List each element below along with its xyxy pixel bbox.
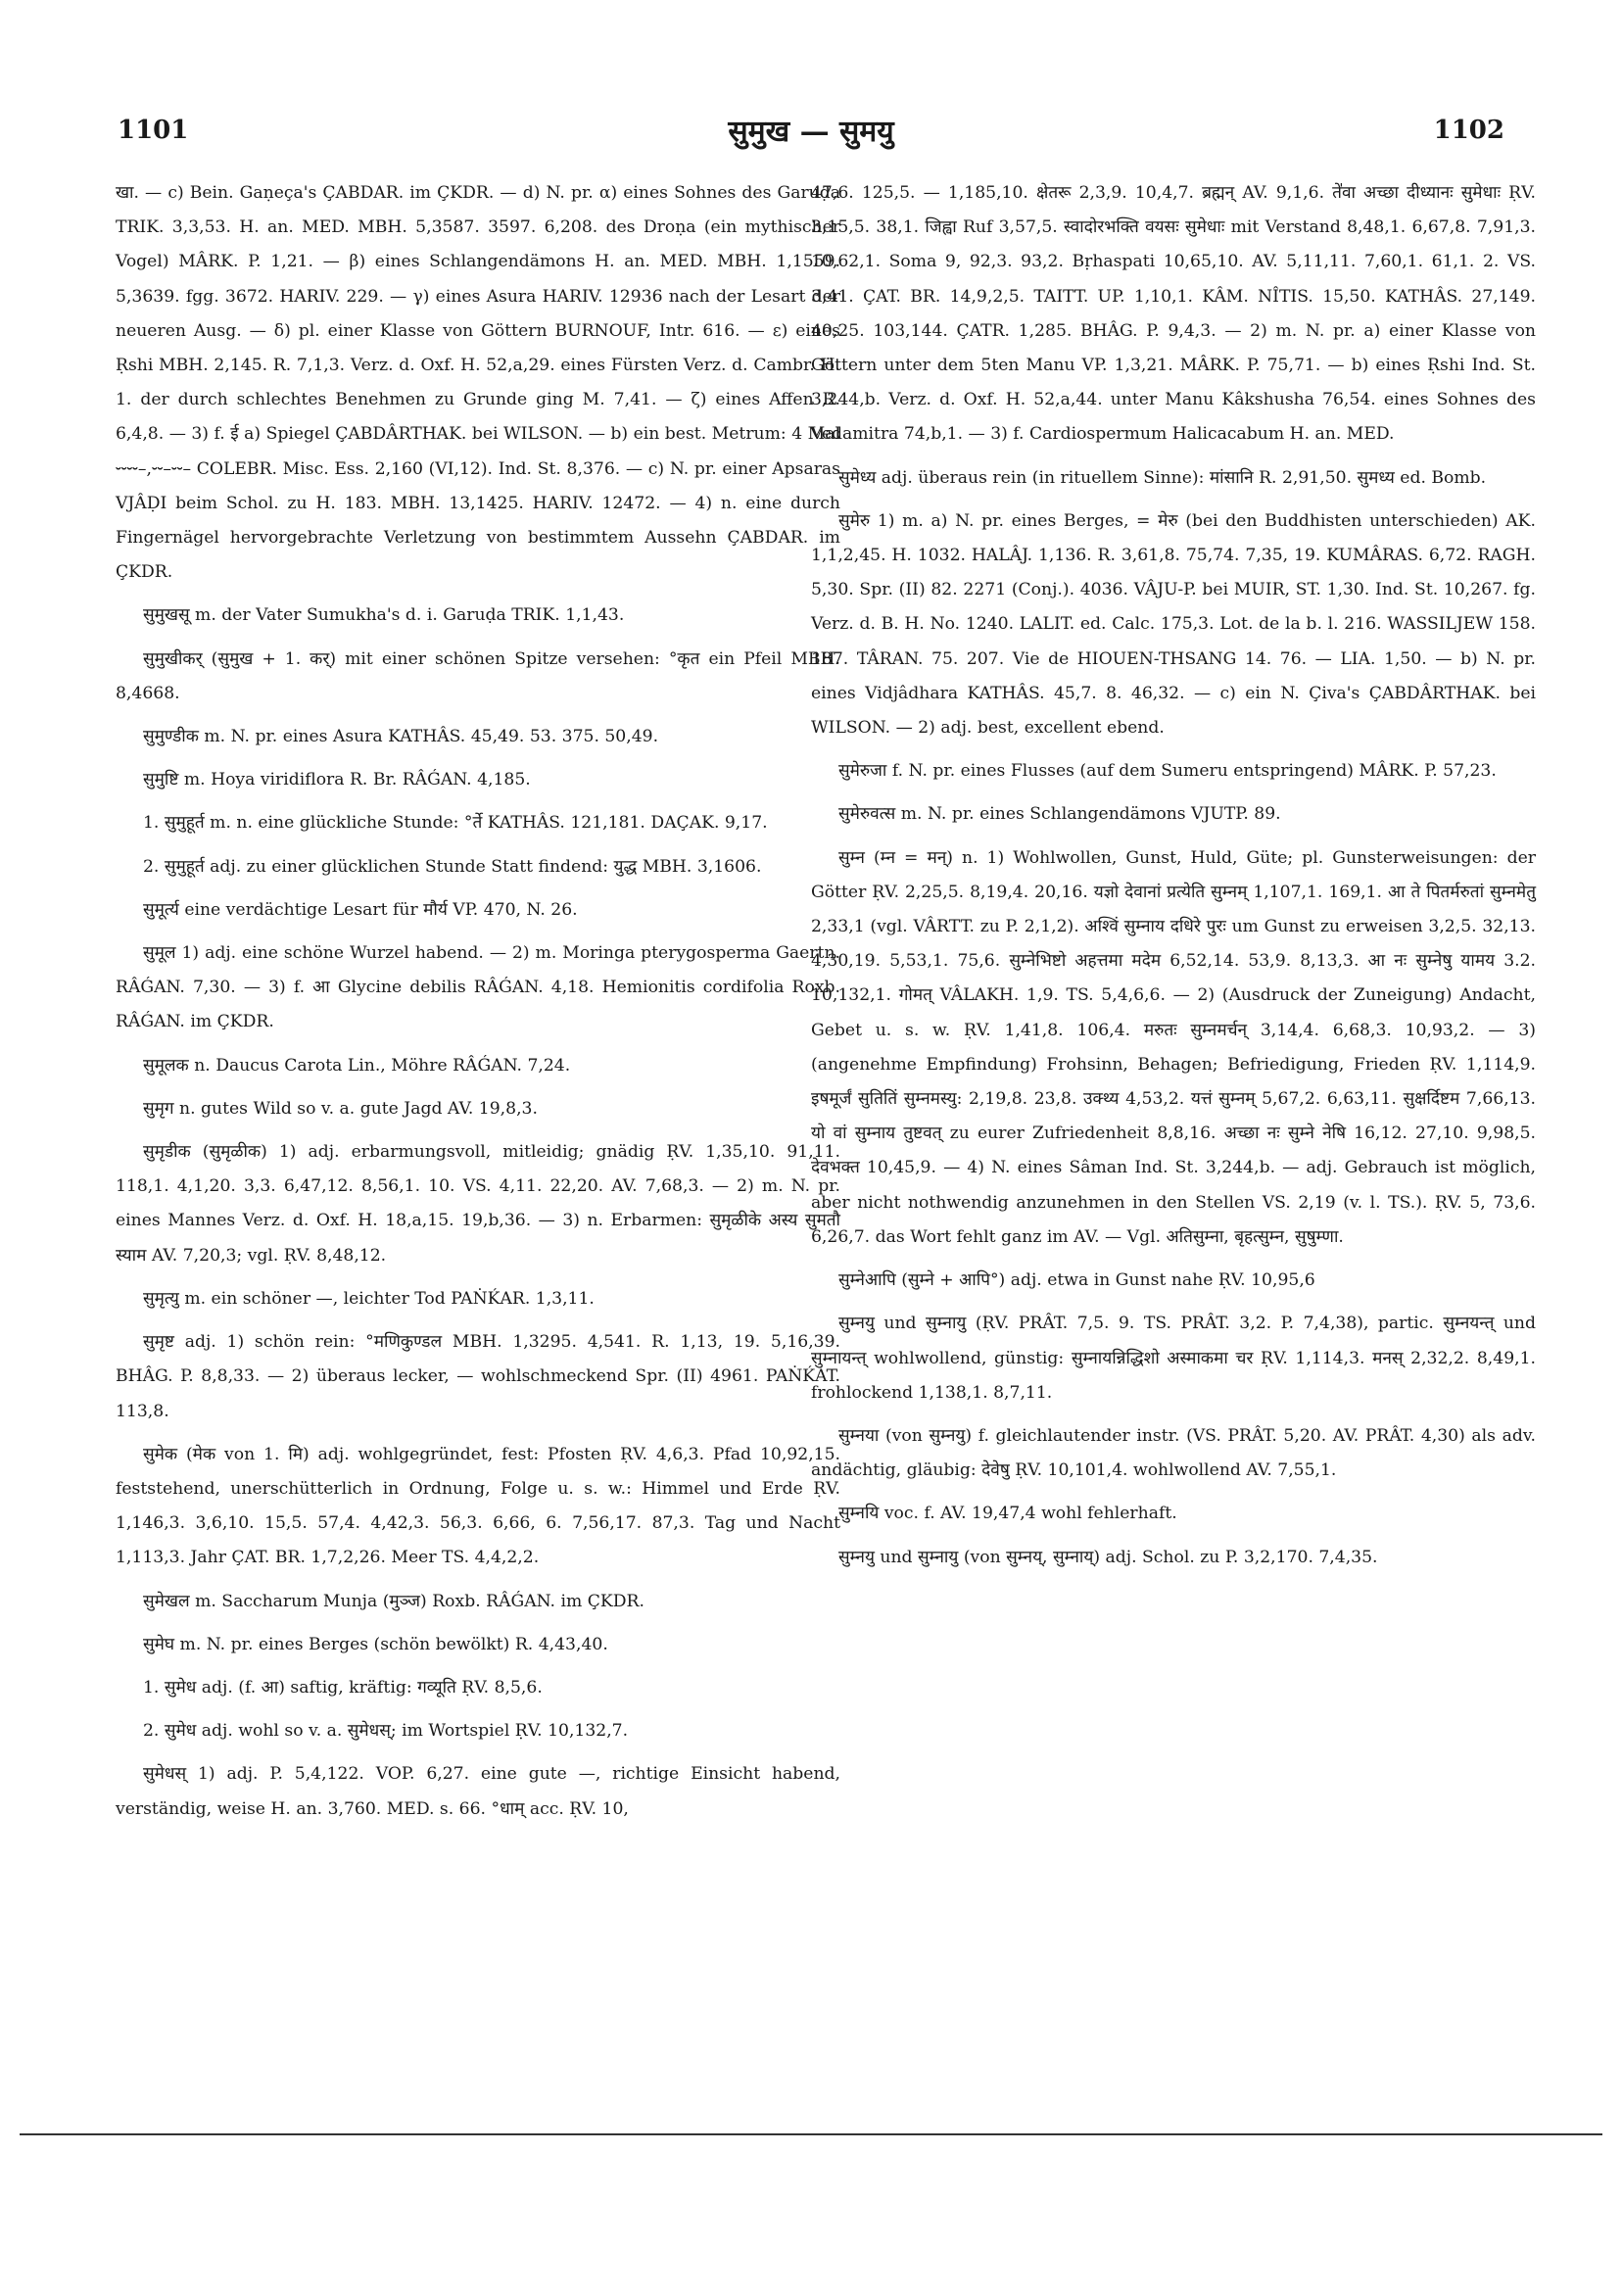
dictionary-entry: सुमुखीकर् (सुमुख + 1. कर्) mit einer schönen Spitze versehen: °कृत ein Pfeil MBH. 8,4668. <box>116 648 840 703</box>
dictionary-entry: सुम्नयि voc. f. AV. 19,47,4 wohl fehlerhaft. <box>838 1504 1177 1524</box>
dictionary-entry: सुमूर्त्य eine verdächtige Lesart für मौर्य VP. 470, N. 26. <box>143 899 578 920</box>
dictionary-entry: सुमुष्टि m. Hoya viridiflora R. Br. RÂǴAN. 4,185. <box>143 770 531 790</box>
dictionary-entry: 2. सुमुहूर्त adj. zu einer glücklichen Stunde Statt findend: युद्ध MBH. 3,1606. <box>143 856 762 877</box>
dictionary-entry: 47,6. 125,5. — 1,185,10. क्षेतरू 2,3,9. 10,4,7. ब्रह्मन् AV. 9,1,6. ते॑वा अच्छा दीध्यानः सुमेधाः ṚV. 3,15,5. 38,1. जिह्वा Ruf 3,57,5. स्वादोरभक्ति वयसः सुमेधाः mit Verstand 8,48,1. 6,67,8. 7,91,3. 10,62,1. Soma 9, 92,3. 93,2. Bṛhaspati 10,65,10. AV. 5,11,11. 7,60,1. 61,1. 2. VS. 3,41. ÇAT. BR. 14,9,2,5. TAITT. UP. 1,10,1. KÂM. NÎTIS. 15,50. KATHÂS. 27,149. 40,25. 103,144. ÇATR. 1,285. BHÂG. P. 9,4,3. — 2) m. N. pr. a) einer Klasse von Göttern unter dem 5ten Manu VP. 1,3,21. MÂRK. P. 75,71. — b) eines Ṛshi Ind. St. 3,244,b. Verz. d. Oxf. H. 52,a,44. unter Manu Kâkshusha 76,54. eines Sohnes des Vedamitra 74,b,1. — 3) f. Cardiospermum Halicacabum H. an. MED. <box>811 183 1536 445</box>
dictionary-entry: सुमुण्डीक m. N. pr. eines Asura KATHÂS. 45,49. 53. 375. 50,49. <box>143 727 659 747</box>
dictionary-entry: सुमेरुवत्स m. N. pr. eines Schlangendämons VJUTP. 89. <box>838 804 1281 825</box>
dictionary-entry: सुमेध्य adj. überaus rein (in rituellem Sinne): मांसानि R. 2,91,50. सुमध्य ed. Bomb. <box>838 467 1487 488</box>
dictionary-entry: सुम्नयु und सुम्नायु (ṚV. PRÂT. 7,5. 9. TS. PRÂT. 3,2. P. 7,4,38), partic. सुम्नयन्त् und सुम्नायन्त् wohlwollend, günstig: सुम्नायन्निद्धिशो अस्माकमा चर ṚV. 1,114,3. मनस् 2,32,2. 8,49,1. frohlockend 1,138,1. 8,7,11. <box>811 1314 1536 1403</box>
page-number-right: 1102 <box>1433 116 1504 145</box>
dictionary-entry: खा. — c) Bein. Gaṇeça's ÇABDAR. im ÇKDR. — d) N. pr. α) eines Sohnes des Garuḍa TRIK. 3,3,53. H. an. MED. MBH. 5,3587. 3597. 6,208. des Droṇa (ein mythischer Vogel) MÂRK. P. 1,21. — β) eines Schlangendämons H. an. MED. MBH. 1,1559. 5,3639. fgg. 3672. HARIV. 229. — γ) eines Asura HARIV. 12936 nach der Lesart der neueren Ausg. — δ) pl. einer Klasse von Göttern BURNOUF, Intr. 616. — ε) eines Ṛshi MBH. 2,145. R. 7,1,3. Verz. d. Oxf. H. 52,a,29. eines Fürsten Verz. d. Cambr. H. 1. der durch schlechtes Benehmen zu Grunde ging M. 7,41. — ζ) eines Affen R. 6,4,8. — 3) f. ई a) Spiegel ÇABDÂRTHAK. bei WILSON. — b) ein best. Metrum: 4 Mal ⏑⏑⏑⏑–,⏑⏑–⏑⏑– COLEBR. Misc. Ess. 2,160 (VI,12). Ind. St. 8,376. — c) N. pr. einer Apsaras VJÂḌI beim Schol. zu H. 183. MBH. 13,1425. HARIV. 12472. — 4) n. eine durch Fingernägel hervorgebrachte Verletzung von bestimmtem Aussehn ÇABDAR. im ÇKDR. <box>116 183 840 583</box>
dictionary-entry: सुमृत्यु m. ein schöner —, leichter Tod PAṄḰAR. 1,3,11. <box>143 1288 595 1309</box>
dictionary-entry: सुमेखल m. Saccharum Munja (मुञ्ज) Roxb. RÂǴAN. im ÇKDR. <box>143 1591 644 1611</box>
dictionary-entry: 1. सुमुहूर्त m. n. eine glückliche Stunde: °र्ते KATHÂS. 121,181. DAÇAK. 9,17. <box>143 813 768 834</box>
dictionary-entry: सुमृग n. gutes Wild so v. a. gute Jagd AV. 19,8,3. <box>143 1098 538 1119</box>
dictionary-entry: सुमेधस् 1) adj. P. 5,4,122. VOP. 6,27. eine gute —, richtige Einsicht habend, verständig, weise H. an. 3,760. MED. s. 66. °धाम् acc. ṚV. 10, <box>116 1764 840 1819</box>
footer-rule <box>20 2133 1602 2135</box>
dictionary-entry: सुमेक (मेक von 1. मि) adj. wohlgegründet, fest: Pfosten ṚV. 4,6,3. Pfad 10,92,15. feststehend, unerschütterlich in Ordnung, Folge u. s. w.: Himmel und Erde ṚV. 1,146,3. 3,6,10. 15,5. 57,4. 4,42,3. 56,3. 6,66, 6. 7,56,17. 87,3. Tag und Nacht 1,113,3. Jahr ÇAT. BR. 1,7,2,26. Meer TS. 4,4,2,2. <box>116 1444 840 1568</box>
dictionary-entry: सुमूलक n. Daucus Carota Lin., Möhre RÂǴAN. 7,24. <box>143 1055 571 1076</box>
dictionary-entry: सुम्नेआपि (सुम्ने + आपि°) adj. etwa in Gunst nahe ṚV. 10,95,6 <box>838 1270 1315 1291</box>
dictionary-entry: सुम्नया (von सुम्नयु) f. gleichlautender instr. (VS. PRÂT. 5,20. AV. PRÂT. 4,30) als adv. andächtig, gläubig: देवेषु ṚV. 10,101,4. wohlwollend AV. 7,55,1. <box>811 1425 1536 1481</box>
dictionary-entry: सुम्नयु und सुम्नायु (von सुम्नय्, सुम्नाय्) adj. Schol. zu P. 3,2,170. 7,4,35. <box>838 1547 1378 1567</box>
dictionary-entry: सुमूल 1) adj. eine schöne Wurzel habend. — 2) m. Moringa pterygosperma Gaertn. RÂǴAN. 7,30. — 3) f. आ Glycine debilis RÂǴAN. 4,18. Hemionitis cordifolia Roxb. RÂǴAN. im ÇKDR. <box>116 943 840 1032</box>
right-column <box>811 176 1536 1584</box>
dictionary-entry: सुमृडीक (सुमृळीक) 1) adj. erbarmungsvoll, mitleidig; gnädig ṚV. 1,35,10. 91,11. 118,1. 4,1,20. 3,3. 6,47,12. 8,56,1. 10. VS. 4,11. 22,20. AV. 7,68,3. — 2) m. N. pr. eines Mannes Verz. d. Oxf. H. 18,a,15. 19,b,36. — 3) n. Erbarmen: सुमृळीके अस्य सुमतौ स्याम AV. 7,20,3; vgl. ṚV. 8,48,12. <box>116 1142 840 1266</box>
page-number-left: 1101 <box>118 116 189 145</box>
dictionary-entry: सुमुखसू m. der Vater Sumukha's d. i. Garuḍa TRIK. 1,1,43. <box>143 605 625 626</box>
dictionary-entry: सुमृष्ट adj. 1) schön rein: °मणिकुण्डल MBH. 1,3295. 4,541. R. 1,13, 19. 5,16,39. BHÂG. P. 8,8,33. — 2) überaus lecker, — wohlschmeckend Spr. (II) 4961. PAṄḰAT. 113,8. <box>116 1332 840 1421</box>
left-column <box>116 176 840 1836</box>
dictionary-entry: सुमेघ m. N. pr. eines Berges (schön bewölkt) R. 4,43,40. <box>143 1634 608 1654</box>
dictionary-entry: सुमेरु 1) m. a) N. pr. eines Berges, = मेरु (bei den Buddhisten unterschieden) AK. 1,1,2,45. H. 1032. HALÂJ. 1,136. R. 3,61,8. 75,74. 7,35, 19. KUMÂRAS. 6,72. RAGH. 5,30. Spr. (II) 82. 2271 (Conj.). 4036. VÂJU-P. bei MUIR, ST. 1,30. Ind. St. 10,267. fg. Verz. d. B. H. No. 1240. LALIT. ed. Calc. 175,3. Lot. de la b. l. 216. WASSILJEW 158. 187. TÂRAN. 75. 207. Vie de HIOUEN-THSANG 14. 76. — LIA. 1,50. — b) N. pr. eines Vidjâdhara KATHÂS. 45,7. 8. 46,32. — c) ein N. Çiva's ÇABDÂRTHAK. bei WILSON. — 2) adj. best, excellent ebend. <box>811 510 1536 739</box>
dictionary-entry: सुमेरुजा f. N. pr. eines Flusses (auf dem Sumeru entspringend) MÂRK. P. 57,23. <box>838 761 1497 782</box>
dictionary-entry: सुम्न (म्न = मन्) n. 1) Wohlwollen, Gunst, Huld, Güte; pl. Gunsterweisungen: der Götter ṚV. 2,25,5. 8,19,4. 20,16. यज्ञो देवानां प्रत्येति सुम्नम् 1,107,1. 169,1. आ ते पितर्मरुतां सुम्नमेतु 2,33,1 (vgl. VÂRTT. zu P. 2,1,2). अश्विं सुम्नाय दधिरे पुरः um Gunst zu erweisen 3,2,5. 32,13. 4,30,19. 5,53,1. 75,6. सुम्नेभिष्टो अहत्तमा मदेम 6,52,14. 53,9. 8,13,3. आ नः सुम्नेषु यामय 3.2. 10,132,1. गोमत् VÂLAKH. 1,9. TS. 5,4,6,6. — 2) (Ausdruck der Zuneigung) Andacht, Gebet u. s. w. ṚV. 1,41,8. 106,4. मरुतः सुम्नमर्चन् 3,14,4. 6,68,3. 10,93,2. — 3) (angenehme Empfindung) Frohsinn, Behagen; Befriedigung, Frieden ṚV. 1,114,9. इषमूर्जं सुतितिं सुम्नमस्यु: 2,19,8. 23,8. उक्थ्य 4,53,2. यत्तं सुम्नम् 5,67,2. 6,63,11. सुक्षर्दिष्टम 7,66,13. यो वां सुम्नाय तुष्टवत् zu eurer Zufriedenheit 8,8,16. अच्छा नः सुम्ने नेषि 16,12. 27,10. 9,98,5. देवभक्त 10,45,9. — 4) N. eines Sâman Ind. St. 3,244,b. — adj. Gebrauch ist möglich, aber nicht nothwendig anzunehmen in den Stellen VS. 2,19 (v. l. TS.). ṚV. 5, 73,6. 6,26,7. das Wort fehlt ganz im AV. — Vgl. अतिसुम्ना, बृहत्सुम्न, सुषुम्णा. <box>811 847 1536 1247</box>
dictionary-entry: 2. सुमेध adj. wohl so v. a. सुमेधस्; im Wortspiel ṚV. 10,132,7. <box>143 1721 629 1742</box>
running-head: सुमुख — सुमयु <box>728 115 894 149</box>
dictionary-entry: 1. सुमेध adj. (f. आ) saftig, kräftig: गव्यूति ṚV. 8,5,6. <box>143 1677 543 1698</box>
